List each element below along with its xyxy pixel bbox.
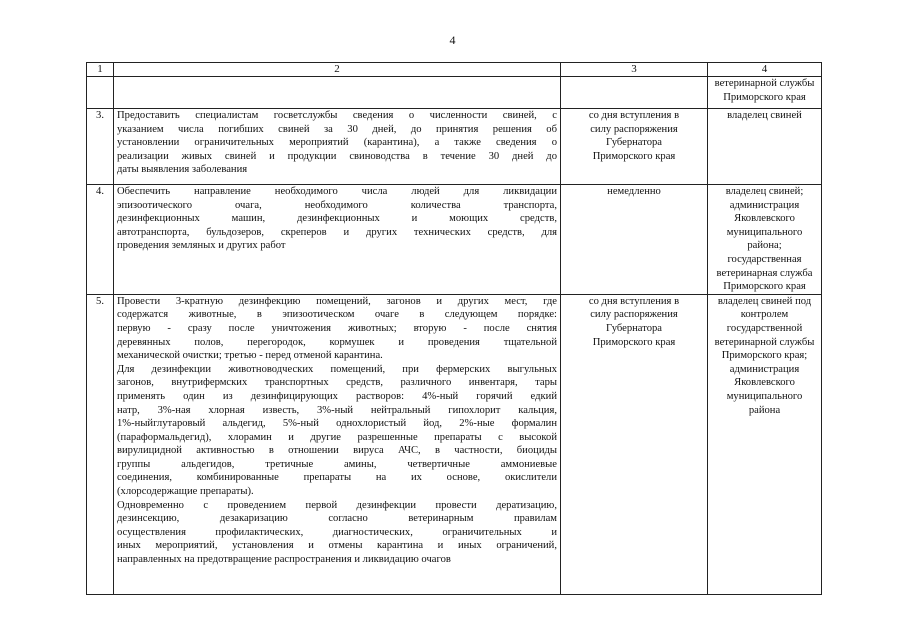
term-cell — [561, 109, 708, 185]
table-row — [87, 109, 822, 185]
action-text-line: направленных на предотвращение распространения и ликвидацию очагов — [117, 554, 451, 566]
row-number-cell — [87, 109, 114, 185]
responsible-cell — [708, 294, 822, 594]
row-number: 3. — [96, 110, 104, 121]
action-text-line: указанием числа погибших свиней за 30 дней, до принятия решения об — [117, 123, 557, 135]
responsible-cell — [708, 185, 822, 295]
responsible-text-line: Приморского края — [723, 91, 806, 103]
action-text-line: группы альдегидов, третичные амины, четвертичные аммониевые — [117, 458, 557, 470]
action-text-line: соединения, комбинированные препараты на их основе, окислители — [117, 472, 557, 484]
action-cell — [114, 185, 561, 295]
responsible-cell — [708, 77, 822, 109]
action-cell — [114, 77, 561, 109]
row-number: 4. — [96, 186, 104, 197]
responsible-text-line: муниципального района — [726, 390, 803, 416]
action-text-line: Обеспечить направление необходимого числа людей для ликвидации — [117, 186, 557, 197]
row-number-cell — [87, 294, 114, 594]
responsible-text-line: муниципального района; — [726, 226, 803, 252]
responsible-text-line: владелец свиней под — [717, 295, 812, 307]
action-text-line: Предоставить специалистам госветслужбы сведения о численности свиней, с — [117, 110, 557, 121]
column-header: 2 — [114, 63, 561, 77]
term-cell — [561, 185, 708, 295]
action-text-line: Одновременно с проведением первой дезинфекции провести дератизацию, — [117, 499, 557, 511]
action-cell — [114, 294, 561, 594]
action-text-line: 1%-ныйглутаровый альдегид, 5%-ный однохлористый йод, 2%-ные формалин — [117, 418, 557, 430]
action-text-line: осуществления профилактических, диагностических, ограничительных и — [117, 526, 557, 538]
action-text-line: (параформальдегид), хлорамин и другие разрешенные препараты с высокой — [117, 431, 557, 443]
table-row — [87, 185, 822, 295]
action-text-line: автотранспорта, бульдозеров, скреперов и других технических средств, для — [117, 226, 557, 238]
responsible-text-line: Приморского края — [723, 281, 806, 293]
responsible-text-line: контролем государственной — [726, 309, 803, 334]
column-header: 3 — [561, 63, 708, 77]
responsible-text-line: государственная — [727, 253, 802, 265]
term-cell — [561, 77, 708, 109]
action-text-line: даты выявления заболевания — [117, 164, 248, 176]
action-text-line: натр, 3%-ная хлорная известь, 3%-ный нейтральный гипохлорит кальция, — [117, 404, 557, 416]
action-text-line: применять один из дезинфицирующих растворов: 4%-ный горячий едкий — [117, 390, 557, 402]
table-row — [87, 77, 822, 109]
responsible-text-line: владелец свиней; — [725, 186, 804, 197]
responsible-cell — [708, 109, 822, 185]
action-text-line: дезинфекционных машин, дезинфекционных и моющих средств, — [117, 213, 557, 225]
action-text-line: (хлорсодержащие препараты). — [117, 486, 254, 498]
responsible-text-line: администрация — [729, 199, 800, 211]
row-number: 5. — [96, 295, 104, 307]
action-text-line: иных мероприятий, установления и отмены карантина и иных ограничений, — [117, 540, 557, 552]
column-header: 4 — [708, 63, 822, 77]
term-text-line: Приморского края — [592, 150, 676, 162]
row-number-cell — [87, 185, 114, 295]
action-text-line: проведения земляных и других работ — [117, 240, 286, 252]
term-text-line: со дня вступления в — [588, 110, 680, 121]
responsible-text-line: ветеринарной службы — [714, 78, 815, 89]
action-text-line: деревянных полов, перегородок, кормушек и проведения тщательной — [117, 336, 557, 348]
responsible-text-line: Яковлевского — [734, 213, 795, 225]
action-text-line: первую - сразу после уничтожения животных; вторую - после снятия — [117, 322, 557, 334]
term-text-line: Губернатора — [605, 137, 662, 149]
term-text-line: немедленно — [607, 186, 661, 197]
action-text-line: установлении ограничительных мероприятий (карантина), а также сведения о — [117, 137, 557, 149]
action-text-line: дезинсекцию, дезакаризацию согласно ветеринарным правилам — [117, 513, 557, 525]
term-text-line: силу распоряжения — [590, 309, 678, 321]
responsible-text-line: Приморского края; — [721, 350, 808, 362]
action-text-line: загонов, внутрифермских транспортных средств, различного инвентаря, тары — [117, 377, 557, 389]
responsible-text-line: владелец свиней — [727, 110, 802, 121]
table-header-row — [87, 63, 822, 77]
term-text-line: со дня вступления в — [588, 295, 680, 307]
responsible-text-line: администрация — [729, 363, 800, 375]
action-text-line: реализации живых свиней и продукции свиноводства в течение 30 дней до — [117, 150, 557, 162]
responsible-text-line: ветеринарной службы — [714, 336, 815, 348]
action-text-line: Для дезинфекции животноводческих помещений, при фермерских выгульных — [117, 363, 557, 375]
action-text-line: вирулицидной активностью в отношении вируса АЧС, в частности, биоциды — [117, 445, 557, 457]
action-cell — [114, 109, 561, 185]
column-header: 1 — [87, 63, 114, 77]
action-text-line: Провести 3-кратную дезинфекцию помещений, загонов и других мест, где — [117, 295, 557, 307]
responsible-text-line: ветеринарная служба — [716, 267, 813, 279]
table-row — [87, 294, 822, 594]
action-text-line: содержатся животные, в эпизоотическом очаге в следующем порядке: — [117, 309, 557, 321]
action-text-line: механической очистки; третью - перед отменой карантина. — [117, 350, 383, 362]
term-cell — [561, 294, 708, 594]
term-text-line: Губернатора — [605, 322, 662, 334]
page-number: 4 — [449, 33, 456, 47]
measures-table — [86, 62, 822, 595]
action-text-line: эпизоотического очага, необходимого количества транспорта, — [117, 199, 557, 211]
term-text-line: Приморского края — [592, 336, 676, 348]
responsible-text-line: Яковлевского — [734, 377, 795, 389]
term-text-line: силу распоряжения — [590, 123, 678, 135]
row-number-cell — [87, 77, 114, 109]
